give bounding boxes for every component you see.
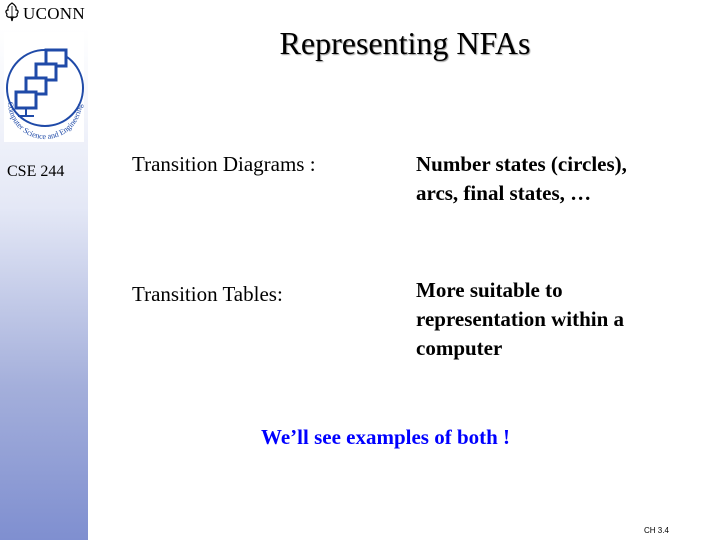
page-number: CH 3.4 <box>644 526 669 535</box>
cse-logo <box>2 30 86 144</box>
slide-title: Representing NFAs <box>279 25 531 61</box>
description-line: Number states (circles), <box>416 152 627 176</box>
logo-caption: Computer Science and Engineering <box>5 101 84 142</box>
description-transition-tables <box>416 276 624 363</box>
description-line: computer <box>416 336 503 360</box>
description-line: representation within a <box>416 307 625 331</box>
description-line: More suitable to <box>416 278 563 302</box>
oak-leaf-icon <box>4 2 20 27</box>
university-brand <box>4 2 85 26</box>
course-code: CSE 244 <box>7 163 65 180</box>
brand-name: UCONN <box>23 4 85 23</box>
term-transition-diagrams: Transition Diagrams : <box>132 152 316 176</box>
description-line: arcs, final states, … <box>416 181 592 205</box>
closing-remark: We’ll see examples of both ! <box>261 425 511 449</box>
description-transition-diagrams <box>416 150 627 208</box>
term-transition-tables: Transition Tables: <box>132 282 283 306</box>
